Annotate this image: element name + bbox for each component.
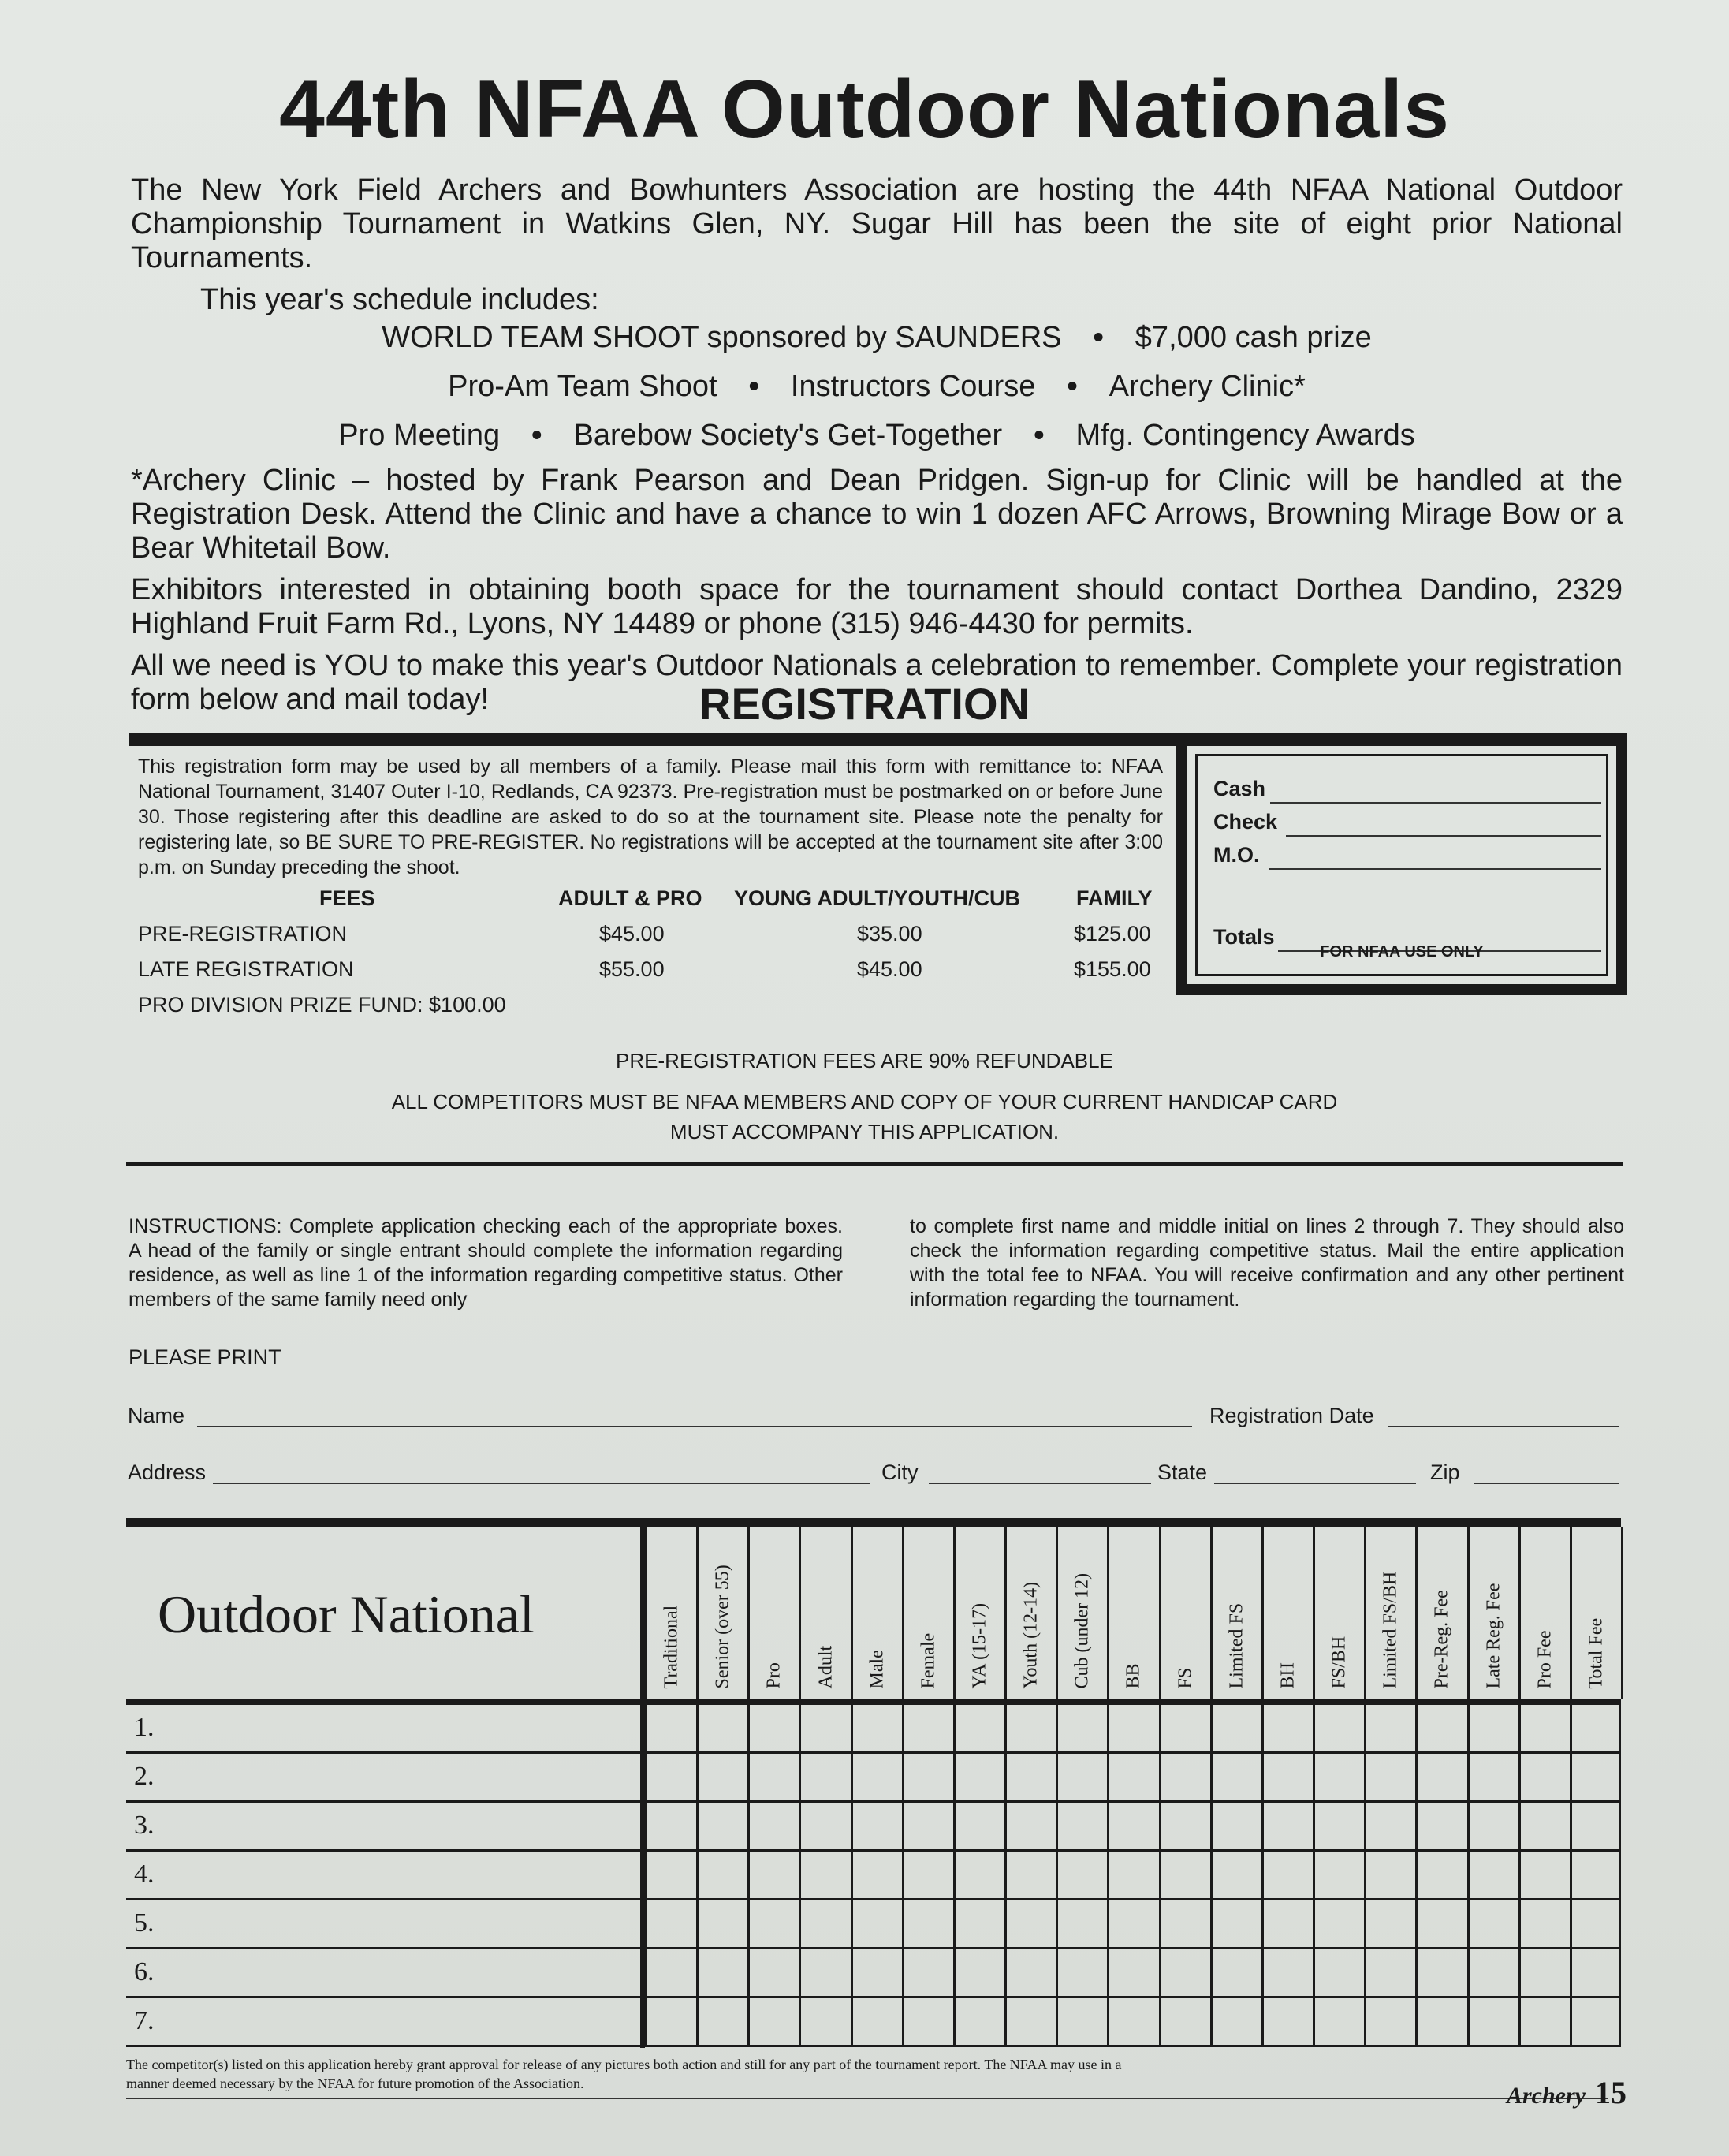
- grid-cell-checkbox[interactable]: [696, 1949, 747, 1998]
- grid-cell-checkbox[interactable]: [645, 1998, 696, 2047]
- grid-row-number: 5.: [134, 1908, 155, 1938]
- mo-label: M.O.: [1213, 843, 1260, 867]
- fees-header: FEES: [319, 886, 375, 910]
- grid-column-label: Total Fee: [1586, 1617, 1607, 1689]
- grid-cell-checkbox[interactable]: [851, 1705, 902, 1754]
- cash-rule: [1270, 802, 1601, 804]
- registration-date-label: Registration Date: [1209, 1404, 1374, 1427]
- grid-cell-checkbox[interactable]: [1159, 1754, 1210, 1803]
- grid-column-header: [799, 1527, 850, 1699]
- photo-release-note: The competitor(s) listed on this application hereby grant approval for release of any pictures both action and still for any part of the tournament report. The NFAA may use in a manner deemed necessary by the NFAA for future promotion of the Association.: [126, 2057, 1122, 2091]
- grid-cell-checkbox[interactable]: [851, 1900, 902, 1949]
- grid-column-header: [1261, 1527, 1313, 1699]
- schedule-line-2: [131, 366, 1623, 407]
- grid-header-divider: [126, 1699, 1621, 1705]
- grid-cell-checkbox[interactable]: [953, 1998, 1004, 2047]
- grid-cell-checkbox[interactable]: [1056, 1949, 1107, 1998]
- grid-cell-checkbox[interactable]: [1415, 1998, 1466, 2047]
- grid-cell-checkbox[interactable]: [645, 1754, 696, 1803]
- grid-cell-checkbox[interactable]: [1364, 1949, 1415, 1998]
- grid-column-header: [1364, 1527, 1415, 1699]
- grid-cell-checkbox[interactable]: [1518, 1705, 1570, 1754]
- grid-cell-checkbox[interactable]: [1313, 1803, 1364, 1852]
- bullet: •: [1067, 370, 1078, 403]
- exhibitors-paragraph: Exhibitors interested in obtaining booth space for the tournament should contact Dorthea Dandino, 2329 Highland Fruit Farm Rd., Lyons, NY 14489 or phone (315) 946-4430 for permits.: [131, 573, 1623, 640]
- fee-cell: $55.00: [599, 957, 665, 981]
- grid-cell-checkbox[interactable]: [645, 1852, 696, 1900]
- grid-cell-checkbox[interactable]: [645, 1949, 696, 1998]
- grid-cell-checkbox[interactable]: [1107, 1900, 1158, 1949]
- grid-column-label: Late Reg. Fee: [1483, 1583, 1504, 1689]
- grid-cell-checkbox[interactable]: [1415, 1705, 1466, 1754]
- address-field[interactable]: [213, 1483, 870, 1484]
- grid-cell-checkbox[interactable]: [1467, 1949, 1518, 1998]
- grid-cell-checkbox[interactable]: [1107, 1705, 1158, 1754]
- grid-cell-checkbox[interactable]: [1159, 1949, 1210, 1998]
- grid-cell-checkbox[interactable]: [1261, 1852, 1313, 1900]
- grid-cell-checkbox[interactable]: [696, 1705, 747, 1754]
- grid-cell-checkbox[interactable]: [1570, 1754, 1621, 1803]
- grid-cell-checkbox[interactable]: [953, 1803, 1004, 1852]
- grid-cell-checkbox[interactable]: [645, 1705, 696, 1754]
- nfaa-use-note: FOR NFAA USE ONLY: [1320, 943, 1484, 961]
- name-field[interactable]: [197, 1426, 1192, 1427]
- grid-cell-checkbox[interactable]: [1056, 1998, 1107, 2047]
- please-print-label: PLEASE PRINT: [129, 1345, 281, 1369]
- grid-cell-checkbox[interactable]: [902, 1900, 953, 1949]
- grid-column-label: YA (15-17): [969, 1602, 990, 1689]
- grid-column-header: [645, 1527, 696, 1699]
- schedule-label: This year's schedule includes:: [200, 283, 599, 316]
- grid-column-label: Pro Fee: [1534, 1630, 1556, 1689]
- grid-column-label: Cub (under 12): [1071, 1572, 1093, 1689]
- grid-cell-checkbox[interactable]: [1004, 1705, 1056, 1754]
- grid-cell-checkbox[interactable]: [1364, 1900, 1415, 1949]
- grid-cell-checkbox[interactable]: [953, 1754, 1004, 1803]
- prize-fund-row: [138, 993, 1163, 1024]
- grid-column-header: [1210, 1527, 1261, 1699]
- footer-divider: [126, 2098, 1608, 2099]
- registration-heading: REGISTRATION: [699, 679, 1030, 729]
- page-title: 44th NFAA Outdoor Nationals: [279, 64, 1450, 155]
- state-field[interactable]: [1214, 1483, 1416, 1484]
- grid-cell-checkbox[interactable]: [1415, 1852, 1466, 1900]
- grid-cell-checkbox[interactable]: [953, 1900, 1004, 1949]
- grid-cell-checkbox[interactable]: [799, 1949, 850, 1998]
- grid-cell-checkbox[interactable]: [747, 1852, 799, 1900]
- bullet: •: [748, 370, 759, 403]
- grid-cell-checkbox[interactable]: [1313, 1852, 1364, 1900]
- nfaa-box-inner: [1195, 754, 1608, 976]
- grid-cell-checkbox[interactable]: [645, 1803, 696, 1852]
- grid-cell-checkbox[interactable]: [1107, 1949, 1158, 1998]
- grid-cell-checkbox[interactable]: [747, 1949, 799, 1998]
- instructions-right: to complete first name and middle initial on lines 2 through 7. They should also check the information regarding competitive status. Mail the entire application with the total fee to NFAA. You will receive confirmation and any other pertinent information regarding the tournament.: [910, 1215, 1624, 1311]
- grid-column-label: Female: [918, 1632, 939, 1689]
- grid-cell-checkbox[interactable]: [1415, 1754, 1466, 1803]
- grid-cell-checkbox[interactable]: [1056, 1754, 1107, 1803]
- grid-cell-checkbox[interactable]: [1210, 1803, 1261, 1852]
- grid-column-header: [747, 1527, 799, 1699]
- grid-cell-checkbox[interactable]: [1570, 1705, 1621, 1754]
- fees-header: YOUNG ADULT/YOUTH/CUB: [734, 886, 1020, 910]
- grid-cell-checkbox[interactable]: [696, 1754, 747, 1803]
- cash-label: Cash: [1213, 777, 1266, 800]
- grid-cell-checkbox[interactable]: [1570, 1998, 1621, 2047]
- grid-cell-checkbox[interactable]: [1467, 1803, 1518, 1852]
- grid-cell-checkbox[interactable]: [1467, 1852, 1518, 1900]
- grid-row-name-field[interactable]: [126, 1947, 640, 1949]
- grid-cell-checkbox[interactable]: [696, 1900, 747, 1949]
- state-label: State: [1157, 1460, 1208, 1484]
- closing-paragraph: All we need is YOU to make this year's Outdoor Nationals a celebration to remember. Complete your registration form below and mail today!: [131, 649, 1623, 716]
- grid-cell-checkbox[interactable]: [1107, 1754, 1158, 1803]
- grid-cell-checkbox[interactable]: [1570, 1949, 1621, 1998]
- grid-column-label: Youth (12-14): [1020, 1581, 1041, 1689]
- grid-cell-checkbox[interactable]: [1004, 1900, 1056, 1949]
- magazine-name: Archery: [1507, 2083, 1586, 2109]
- grid-cell-checkbox[interactable]: [1261, 1705, 1313, 1754]
- fee-cell: $45.00: [599, 922, 665, 946]
- grid-cell-checkbox[interactable]: [1004, 1754, 1056, 1803]
- zip-label: Zip: [1430, 1460, 1460, 1484]
- grid-cell-checkbox[interactable]: [1313, 1900, 1364, 1949]
- grid-cell-checkbox[interactable]: [1313, 1705, 1364, 1754]
- grid-cell-checkbox[interactable]: [1056, 1705, 1107, 1754]
- grid-column-label: Senior (over 55): [712, 1565, 733, 1689]
- check-rule: [1286, 835, 1601, 837]
- fee-cell: $125.00: [1074, 922, 1151, 946]
- section-divider: [126, 1162, 1623, 1166]
- grid-row-name-field[interactable]: [126, 2045, 640, 2047]
- nfaa-use-box: [1176, 733, 1627, 995]
- city-label: City: [881, 1460, 919, 1484]
- grid-column-label: Traditional: [661, 1605, 682, 1689]
- grid-cell-checkbox[interactable]: [1210, 1754, 1261, 1803]
- grid-cell-checkbox[interactable]: [1107, 1852, 1158, 1900]
- clinic-paragraph: *Archery Clinic – hosted by Frank Pearson and Dean Pridgen. Sign-up for Clinic will be handled at the Registration Desk. Attend the Clinic and have a chance to win 1 dozen AFC Arrows, Browning Mirage Bow or a Bear Whitetail Bow.: [131, 464, 1623, 565]
- address-label: Address: [128, 1460, 207, 1484]
- grid-cell-checkbox[interactable]: [1518, 1998, 1570, 2047]
- bullet: •: [531, 419, 542, 452]
- intro-paragraph: The New York Field Archers and Bowhunters Association are hosting the 44th NFAA National Outdoor Championship Tournament in Watkins Glen, NY. Sugar Hill has been the site of eight prior National Tournaments.: [131, 173, 1623, 274]
- city-field[interactable]: [929, 1483, 1151, 1484]
- grid-cell-checkbox[interactable]: [1313, 1754, 1364, 1803]
- grid-cell-checkbox[interactable]: [1056, 1900, 1107, 1949]
- grid-cell-checkbox[interactable]: [1313, 1998, 1364, 2047]
- grid-column-header: [953, 1527, 1004, 1699]
- grid-column-label: Adult: [815, 1645, 837, 1689]
- folio: [1507, 2074, 1627, 2111]
- grid-cell-checkbox[interactable]: [1159, 1900, 1210, 1949]
- grid-cell-checkbox[interactable]: [1415, 1803, 1466, 1852]
- grid-cell-checkbox[interactable]: [902, 1852, 953, 1900]
- grid-cell-checkbox[interactable]: [851, 1852, 902, 1900]
- grid-cell-checkbox[interactable]: [1518, 1803, 1570, 1852]
- fee-cell: $35.00: [857, 922, 922, 946]
- grid-cell-checkbox[interactable]: [1107, 1998, 1158, 2047]
- grid-cell-checkbox[interactable]: [747, 1998, 799, 2047]
- grid-cell-checkbox[interactable]: [1159, 1998, 1210, 2047]
- grid-cell-checkbox[interactable]: [1261, 1949, 1313, 1998]
- grid-cell-checkbox[interactable]: [1415, 1900, 1466, 1949]
- grid-column-header: [1467, 1527, 1518, 1699]
- grid-row-number: 1.: [134, 1713, 155, 1742]
- grid-cell-checkbox[interactable]: [1056, 1803, 1107, 1852]
- zip-field[interactable]: [1474, 1483, 1619, 1484]
- grid-column-label: FS/BH: [1328, 1636, 1350, 1689]
- grid-cell-checkbox[interactable]: [645, 1900, 696, 1949]
- grid-cell-checkbox[interactable]: [799, 1803, 850, 1852]
- grid-row-name-field[interactable]: [126, 1996, 640, 1998]
- grid-cell-checkbox[interactable]: [1261, 1900, 1313, 1949]
- grid-cell-checkbox[interactable]: [1210, 1998, 1261, 2047]
- grid-row-number: 3.: [134, 1811, 155, 1840]
- grid-cell-checkbox[interactable]: [1210, 1705, 1261, 1754]
- grid-column-header: [696, 1527, 747, 1699]
- grid-column-label: Pro: [763, 1662, 784, 1689]
- fees-row: [138, 922, 1163, 953]
- grid-cell-checkbox[interactable]: [1107, 1803, 1158, 1852]
- grid-column-header: [1159, 1527, 1210, 1699]
- grid-title: Outdoor National: [158, 1584, 535, 1644]
- grid-cell-checkbox[interactable]: [953, 1949, 1004, 1998]
- grid-cell-checkbox[interactable]: [902, 1949, 953, 1998]
- bullet: •: [1093, 321, 1104, 354]
- grid-column-header: [902, 1527, 953, 1699]
- grid-cell-checkbox[interactable]: [1004, 1852, 1056, 1900]
- grid-cell-checkbox[interactable]: [902, 1998, 953, 2047]
- grid-cell-checkbox[interactable]: [851, 1998, 902, 2047]
- fee-cell: $45.00: [857, 957, 922, 981]
- fees-row: [138, 957, 1163, 989]
- grid-cell-checkbox[interactable]: [953, 1852, 1004, 1900]
- grid-column-label: BH: [1277, 1662, 1299, 1689]
- grid-cell-checkbox[interactable]: [902, 1705, 953, 1754]
- grid-cell-checkbox[interactable]: [1159, 1852, 1210, 1900]
- schedule-line-3: [131, 415, 1623, 456]
- grid-row-name-field[interactable]: [126, 1898, 640, 1900]
- schedule-item: Mfg. Contingency Awards: [1075, 419, 1415, 452]
- grid-cell-checkbox[interactable]: [799, 1998, 850, 2047]
- grid-cell-checkbox[interactable]: [1467, 1998, 1518, 2047]
- grid-cell-checkbox[interactable]: [799, 1900, 850, 1949]
- grid-cell-checkbox[interactable]: [747, 1705, 799, 1754]
- grid-cell-checkbox[interactable]: [747, 1803, 799, 1852]
- members-notice-2: MUST ACCOMPANY THIS APPLICATION.: [669, 1120, 1060, 1143]
- grid-cell-checkbox[interactable]: [1518, 1949, 1570, 1998]
- grid-column-label: FS: [1175, 1667, 1196, 1689]
- grid-cell-checkbox[interactable]: [902, 1803, 953, 1852]
- grid-cell-checkbox[interactable]: [799, 1852, 850, 1900]
- grid-column-header: [1313, 1527, 1364, 1699]
- fee-cell: PRE-REGISTRATION: [138, 922, 348, 946]
- registration-date-field[interactable]: [1388, 1426, 1619, 1427]
- grid-cell-checkbox[interactable]: [851, 1754, 902, 1803]
- grid-cell-checkbox[interactable]: [1210, 1949, 1261, 1998]
- grid-cell-checkbox[interactable]: [799, 1705, 850, 1754]
- grid-cell-checkbox[interactable]: [1210, 1900, 1261, 1949]
- mo-line: [1213, 843, 1260, 867]
- grid-cell-checkbox[interactable]: [1159, 1705, 1210, 1754]
- members-notice-1: ALL COMPETITORS MUST BE NFAA MEMBERS AND COPY OF YOUR CURRENT HANDICAP CARD: [391, 1090, 1338, 1113]
- refund-notice: PRE-REGISTRATION FEES ARE 90% REFUNDABLE: [616, 1049, 1113, 1072]
- grid-cell-checkbox[interactable]: [1261, 1754, 1313, 1803]
- grid-top-bar: [126, 1518, 1621, 1527]
- cash-line: [1213, 777, 1265, 801]
- grid-cell-checkbox[interactable]: [851, 1803, 902, 1852]
- grid-column-label: Male: [866, 1650, 888, 1689]
- grid-row-name-field[interactable]: [126, 1800, 640, 1803]
- fee-cell: $155.00: [1074, 957, 1151, 981]
- fees-header: ADULT & PRO: [558, 886, 702, 910]
- grid-cell-checkbox[interactable]: [1467, 1900, 1518, 1949]
- fee-cell: LATE REGISTRATION: [138, 957, 354, 981]
- grid-column-header: [1004, 1527, 1056, 1699]
- registration-instructions: This registration form may be used by all members of a family. Please mail this form with remittance to: NFAA National Tournament, 31407 Outer I-10, Redlands, CA 92373. Pre-registration must be postmarked on or before June 30. Those registering after this deadline are asked to do so at the tournament site. Please note the penalty for registering late, so BE SURE TO PRE-REGISTER. No registrations will be accepted at the tournament site after 3:00 p.m. on Sunday preceding the shoot.: [138, 755, 1163, 878]
- grid-cell-checkbox[interactable]: [1570, 1852, 1621, 1900]
- grid-column-header: [1107, 1527, 1158, 1699]
- grid-row-number: 7.: [134, 2006, 155, 2035]
- mo-rule: [1269, 868, 1601, 870]
- grid-cell-checkbox[interactable]: [902, 1754, 953, 1803]
- grid-cell-checkbox[interactable]: [696, 1803, 747, 1852]
- grid-cell-checkbox[interactable]: [1364, 1754, 1415, 1803]
- intro-section: [131, 173, 1623, 725]
- grid-column-label: Limited FS/BH: [1380, 1571, 1401, 1689]
- grid-cell-checkbox[interactable]: [747, 1754, 799, 1803]
- grid-row-number: 2.: [134, 1762, 155, 1791]
- grid-cell-checkbox[interactable]: [1467, 1705, 1518, 1754]
- grid-row-name-field[interactable]: [126, 1751, 640, 1754]
- grid-cell-checkbox[interactable]: [1570, 1803, 1621, 1852]
- grid-cell-checkbox[interactable]: [747, 1900, 799, 1949]
- grid-cell-checkbox[interactable]: [1159, 1803, 1210, 1852]
- grid-cell-checkbox[interactable]: [1415, 1949, 1466, 1998]
- grid-cell-checkbox[interactable]: [1518, 1754, 1570, 1803]
- grid-column-label: BB: [1123, 1663, 1144, 1689]
- grid-cell-checkbox[interactable]: [1364, 1998, 1415, 2047]
- grid-cell-checkbox[interactable]: [1210, 1852, 1261, 1900]
- grid-column-header: [1056, 1527, 1107, 1699]
- grid-cell-checkbox[interactable]: [1004, 1998, 1056, 2047]
- totals-label: Totals: [1213, 925, 1275, 949]
- schedule-item: Archery Clinic*: [1109, 370, 1306, 403]
- fees-header: FAMILY: [1076, 886, 1153, 910]
- bullet: •: [1034, 419, 1045, 452]
- grid-cell-checkbox[interactable]: [851, 1949, 902, 1998]
- check-label: Check: [1213, 810, 1278, 834]
- fees-header-row: [138, 886, 1163, 918]
- grid-column-header: [1518, 1527, 1570, 1699]
- schedule-item: $7,000 cash prize: [1135, 321, 1372, 354]
- grid-cell-checkbox[interactable]: [1364, 1852, 1415, 1900]
- grid-cell-checkbox[interactable]: [1518, 1900, 1570, 1949]
- schedule-item: Pro Meeting: [338, 419, 501, 452]
- grid-cell-checkbox[interactable]: [1004, 1803, 1056, 1852]
- grid-column-header: [1570, 1527, 1621, 1699]
- grid-cell-checkbox[interactable]: [696, 1998, 747, 2047]
- schedule-line-1: [131, 317, 1623, 358]
- check-line: [1213, 810, 1277, 834]
- grid-column-header: [1415, 1527, 1466, 1699]
- grid-cell-checkbox[interactable]: [1004, 1949, 1056, 1998]
- grid-row-number: 6.: [134, 1957, 155, 1986]
- grid-cell-checkbox[interactable]: [1313, 1949, 1364, 1998]
- grid-column-label: Limited FS: [1226, 1602, 1247, 1689]
- schedule-item: Instructors Course: [790, 370, 1036, 403]
- grid-cell-checkbox[interactable]: [1364, 1705, 1415, 1754]
- instructions-left: INSTRUCTIONS: Complete application checking each of the appropriate boxes. A head of the family or single entrant should complete the information regarding residence, as well as line 1 of the information regarding competitive status. Other members of the same family need only: [129, 1215, 843, 1311]
- grid-row-number: 4.: [134, 1859, 155, 1889]
- grid-row-name-field[interactable]: [126, 1849, 640, 1852]
- grid-cell-checkbox[interactable]: [1570, 1900, 1621, 1949]
- grid-cell-checkbox[interactable]: [1056, 1852, 1107, 1900]
- prize-fund: PRO DIVISION PRIZE FUND: $100.00: [138, 993, 506, 1016]
- grid-column-label: Pre-Reg. Fee: [1431, 1590, 1452, 1689]
- page-number: 15: [1595, 2075, 1627, 2110]
- schedule-item: Pro-Am Team Shoot: [448, 370, 717, 403]
- grid-cell-checkbox[interactable]: [953, 1705, 1004, 1754]
- grid-cell-checkbox[interactable]: [1261, 1803, 1313, 1852]
- grid-cell-checkbox[interactable]: [696, 1852, 747, 1900]
- grid-cell-checkbox[interactable]: [1364, 1803, 1415, 1852]
- grid-right-edge: [1621, 1527, 1623, 1699]
- grid-cell-checkbox[interactable]: [1467, 1754, 1518, 1803]
- schedule-item: WORLD TEAM SHOOT sponsored by SAUNDERS: [382, 321, 1062, 354]
- grid-cell-checkbox[interactable]: [1518, 1852, 1570, 1900]
- schedule-item: Barebow Society's Get-Together: [573, 419, 1003, 452]
- name-label: Name: [128, 1404, 185, 1427]
- grid-cell-checkbox[interactable]: [1261, 1998, 1313, 2047]
- grid-column-header: [851, 1527, 902, 1699]
- grid-cell-checkbox[interactable]: [799, 1754, 850, 1803]
